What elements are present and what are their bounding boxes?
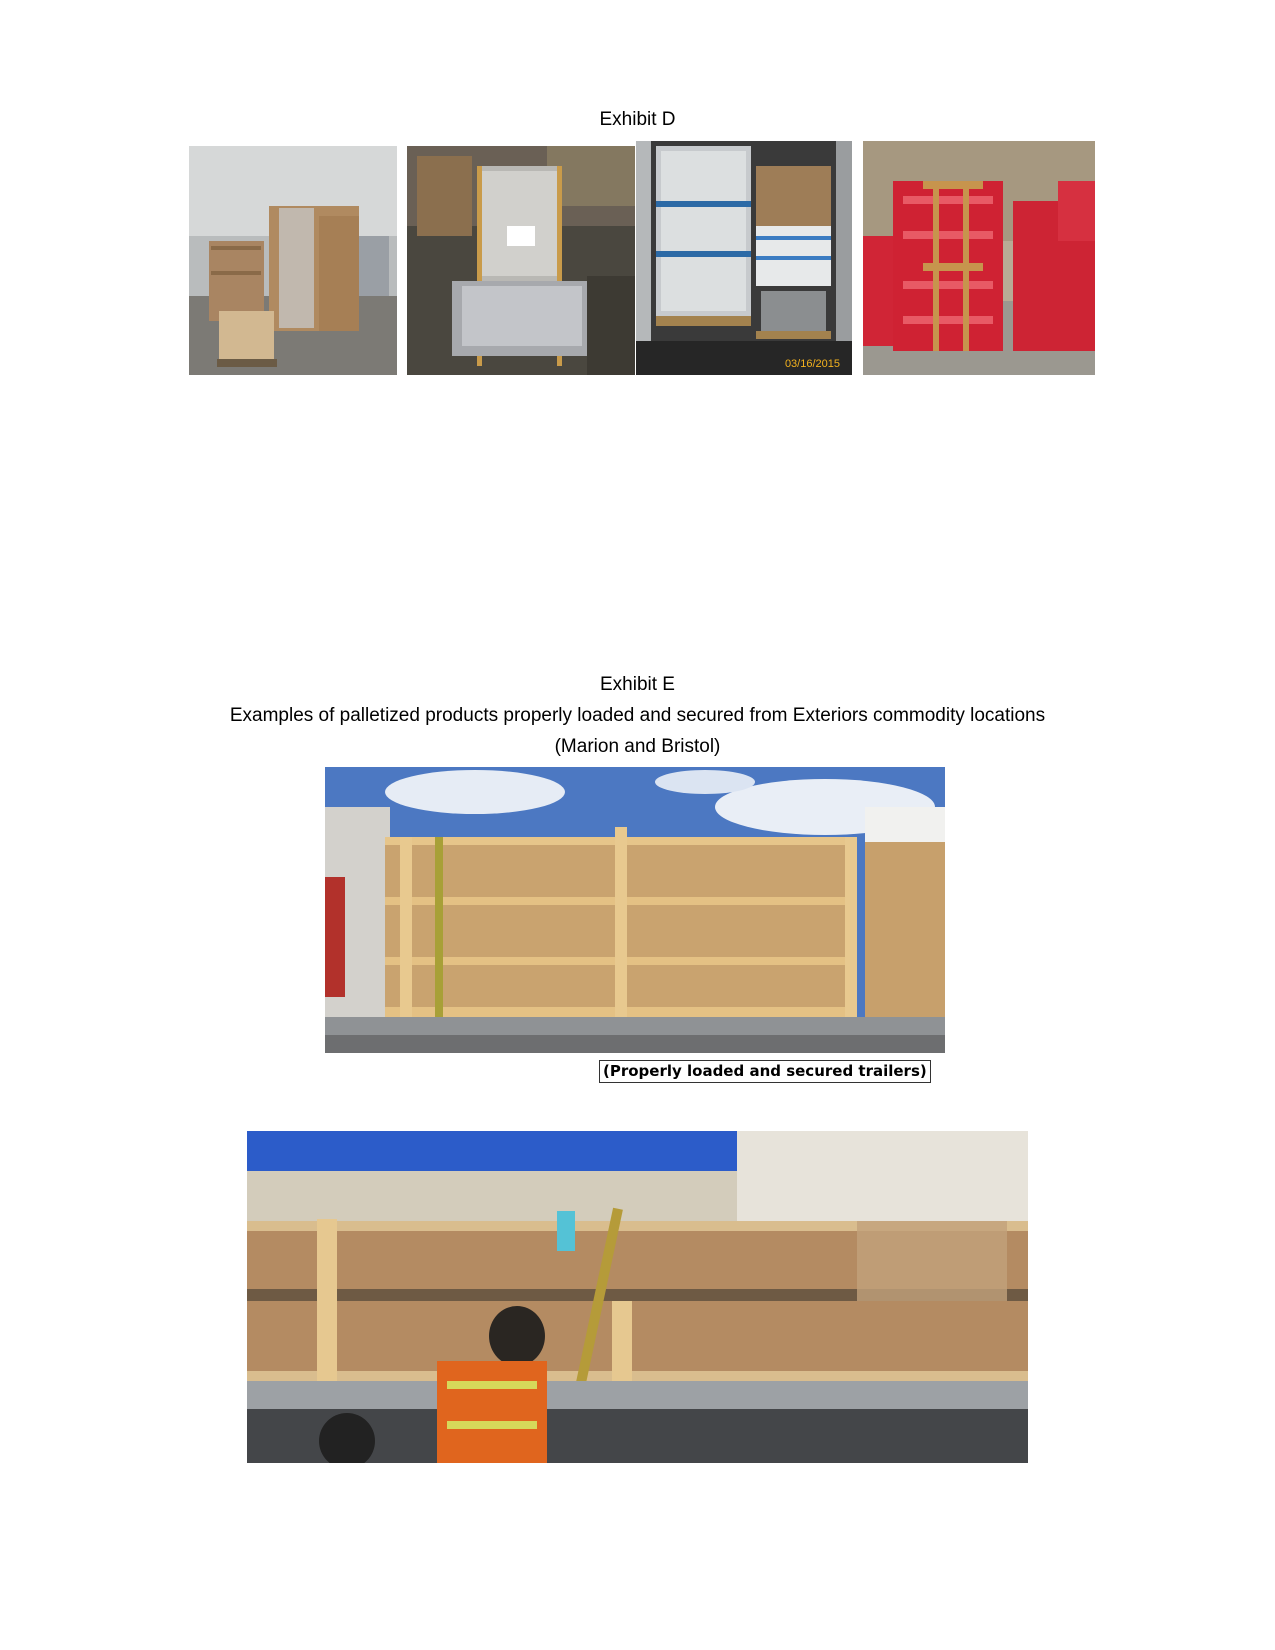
photo-caption: (Properly loaded and secured trailers) <box>599 1060 931 1083</box>
trailer-load-photo <box>636 141 852 375</box>
exhibit-e-subtitle: Examples of palletized products properly loaded and secured from Exteriors commodity locations <box>229 705 1046 726</box>
date-stamp: 03/16/2015 <box>784 358 840 370</box>
exhibit-d-title: Exhibit D <box>599 109 676 130</box>
wrapped-crate-photo <box>407 146 635 375</box>
worker-securing-load-photo <box>247 1131 1028 1463</box>
exhibit-e-title: Exhibit E <box>600 674 675 695</box>
flatbed-strapped-load-photo <box>325 767 945 1053</box>
warehouse-pallets-photo <box>189 146 397 375</box>
exhibit-e-subtitle-locations: (Marion and Bristol) <box>554 736 721 757</box>
red-pipe-bundles-photo <box>863 141 1095 375</box>
